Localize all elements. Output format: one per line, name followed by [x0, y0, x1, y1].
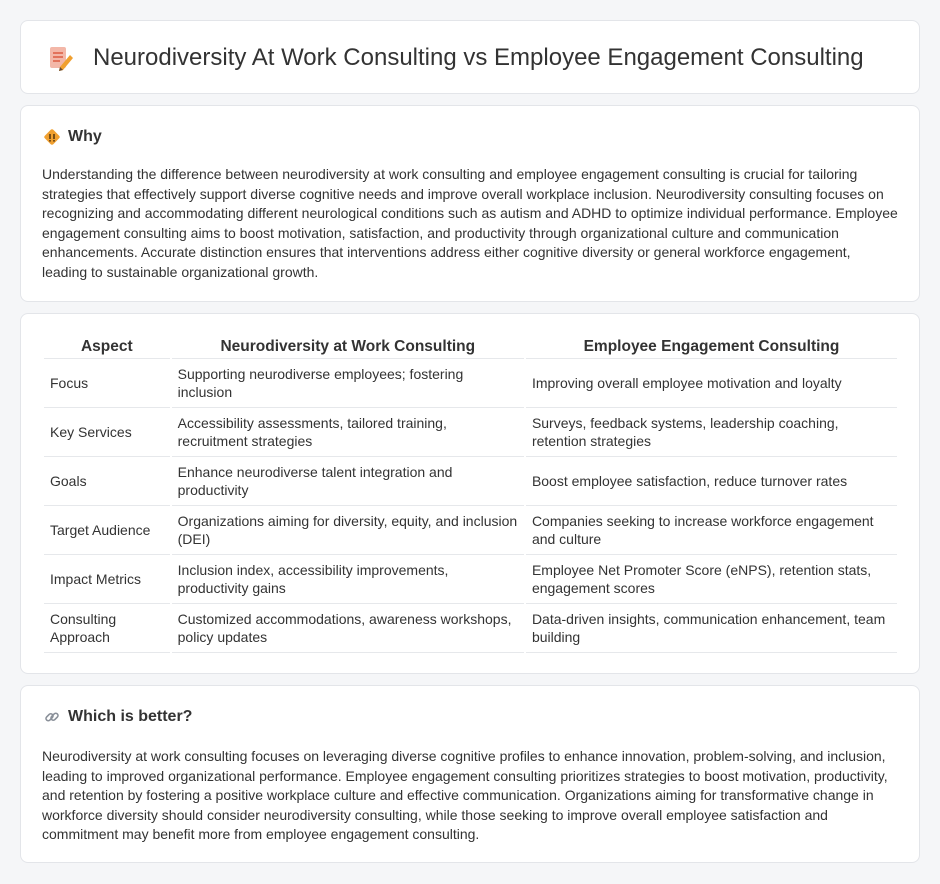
aspect-cell: Target Audience — [44, 506, 170, 555]
table-row — [44, 359, 897, 408]
comparison-section — [20, 313, 920, 674]
neurodiversity-cell: Supporting neurodiverse employees; fostering inclusion — [172, 359, 524, 408]
aspect-cell: Impact Metrics — [44, 555, 170, 604]
why-body: Understanding the difference between neurodiversity at work consulting and employee engagement consulting is crucial for tailoring strategies that effectively support diverse cognitive needs and improve overall workplace inclusion. Neurodiversity consulting focuses on recognizing and accommodating different neurological conditions such as autism and ADHD to optimize individual performance. Employee engagement consulting aims to boost motivation, satisfaction, and productivity through organizational culture and communication enhancements. Accurate distinction ensures that interventions address either cognitive diversity or general workforce engagement, leading to sustainable organizational growth. — [42, 166, 898, 280]
column-header: Neurodiversity at Work Consulting — [172, 335, 524, 359]
table-row — [44, 555, 897, 604]
engagement-cell: Data-driven insights, communication enhancement, team building — [526, 604, 897, 653]
link-icon — [43, 708, 61, 726]
neurodiversity-cell: Organizations aiming for diversity, equity, and inclusion (DEI) — [172, 506, 524, 555]
which-is-better-section — [20, 685, 920, 863]
neurodiversity-cell: Accessibility assessments, tailored training, recruitment strategies — [172, 408, 524, 457]
table-header-row — [44, 335, 897, 359]
aspect-cell: Key Services — [44, 408, 170, 457]
table-row — [44, 604, 897, 653]
better-body: Neurodiversity at work consulting focuses on leveraging diverse cognitive profiles to enhance innovation, problem-solving, and inclusion, leading to improved organizational performance. Employee engagement consulting prioritizes strategies to boost motivation, productivity, and retention by fostering a positive workplace culture and effective communication. Organizations aiming for transformative change in workforce diversity should consider neurodiversity consulting, while those seeking to improve overall employee satisfaction and commitment may benefit more from employee engagement consulting. — [42, 748, 888, 842]
better-heading: Which is better? — [68, 708, 193, 725]
engagement-cell: Improving overall employee motivation and loyalty — [526, 359, 897, 408]
aspect-cell: Consulting Approach — [44, 604, 170, 653]
why-heading: Why — [68, 128, 102, 145]
aspect-cell: Focus — [44, 359, 170, 408]
page-title: Neurodiversity At Work Consulting vs Employee Engagement Consulting — [93, 44, 864, 71]
engagement-cell: Employee Net Promoter Score (eNPS), retention stats, engagement scores — [526, 555, 897, 604]
column-header: Aspect — [44, 335, 170, 359]
column-header: Employee Engagement Consulting — [526, 335, 897, 359]
table-row — [44, 408, 897, 457]
comparison-table — [42, 335, 899, 653]
warning-diamond-icon — [43, 128, 61, 146]
document-pencil-icon — [45, 43, 75, 73]
neurodiversity-cell: Inclusion index, accessibility improvements, productivity gains — [172, 555, 524, 604]
aspect-cell: Goals — [44, 457, 170, 506]
title-card — [20, 20, 920, 94]
engagement-cell: Boost employee satisfaction, reduce turnover rates — [526, 457, 897, 506]
neurodiversity-cell: Enhance neurodiverse talent integration and productivity — [172, 457, 524, 506]
table-row — [44, 506, 897, 555]
why-section — [20, 105, 920, 302]
engagement-cell: Surveys, feedback systems, leadership coaching, retention strategies — [526, 408, 897, 457]
table-row — [44, 457, 897, 506]
engagement-cell: Companies seeking to increase workforce engagement and culture — [526, 506, 897, 555]
neurodiversity-cell: Customized accommodations, awareness workshops, policy updates — [172, 604, 524, 653]
